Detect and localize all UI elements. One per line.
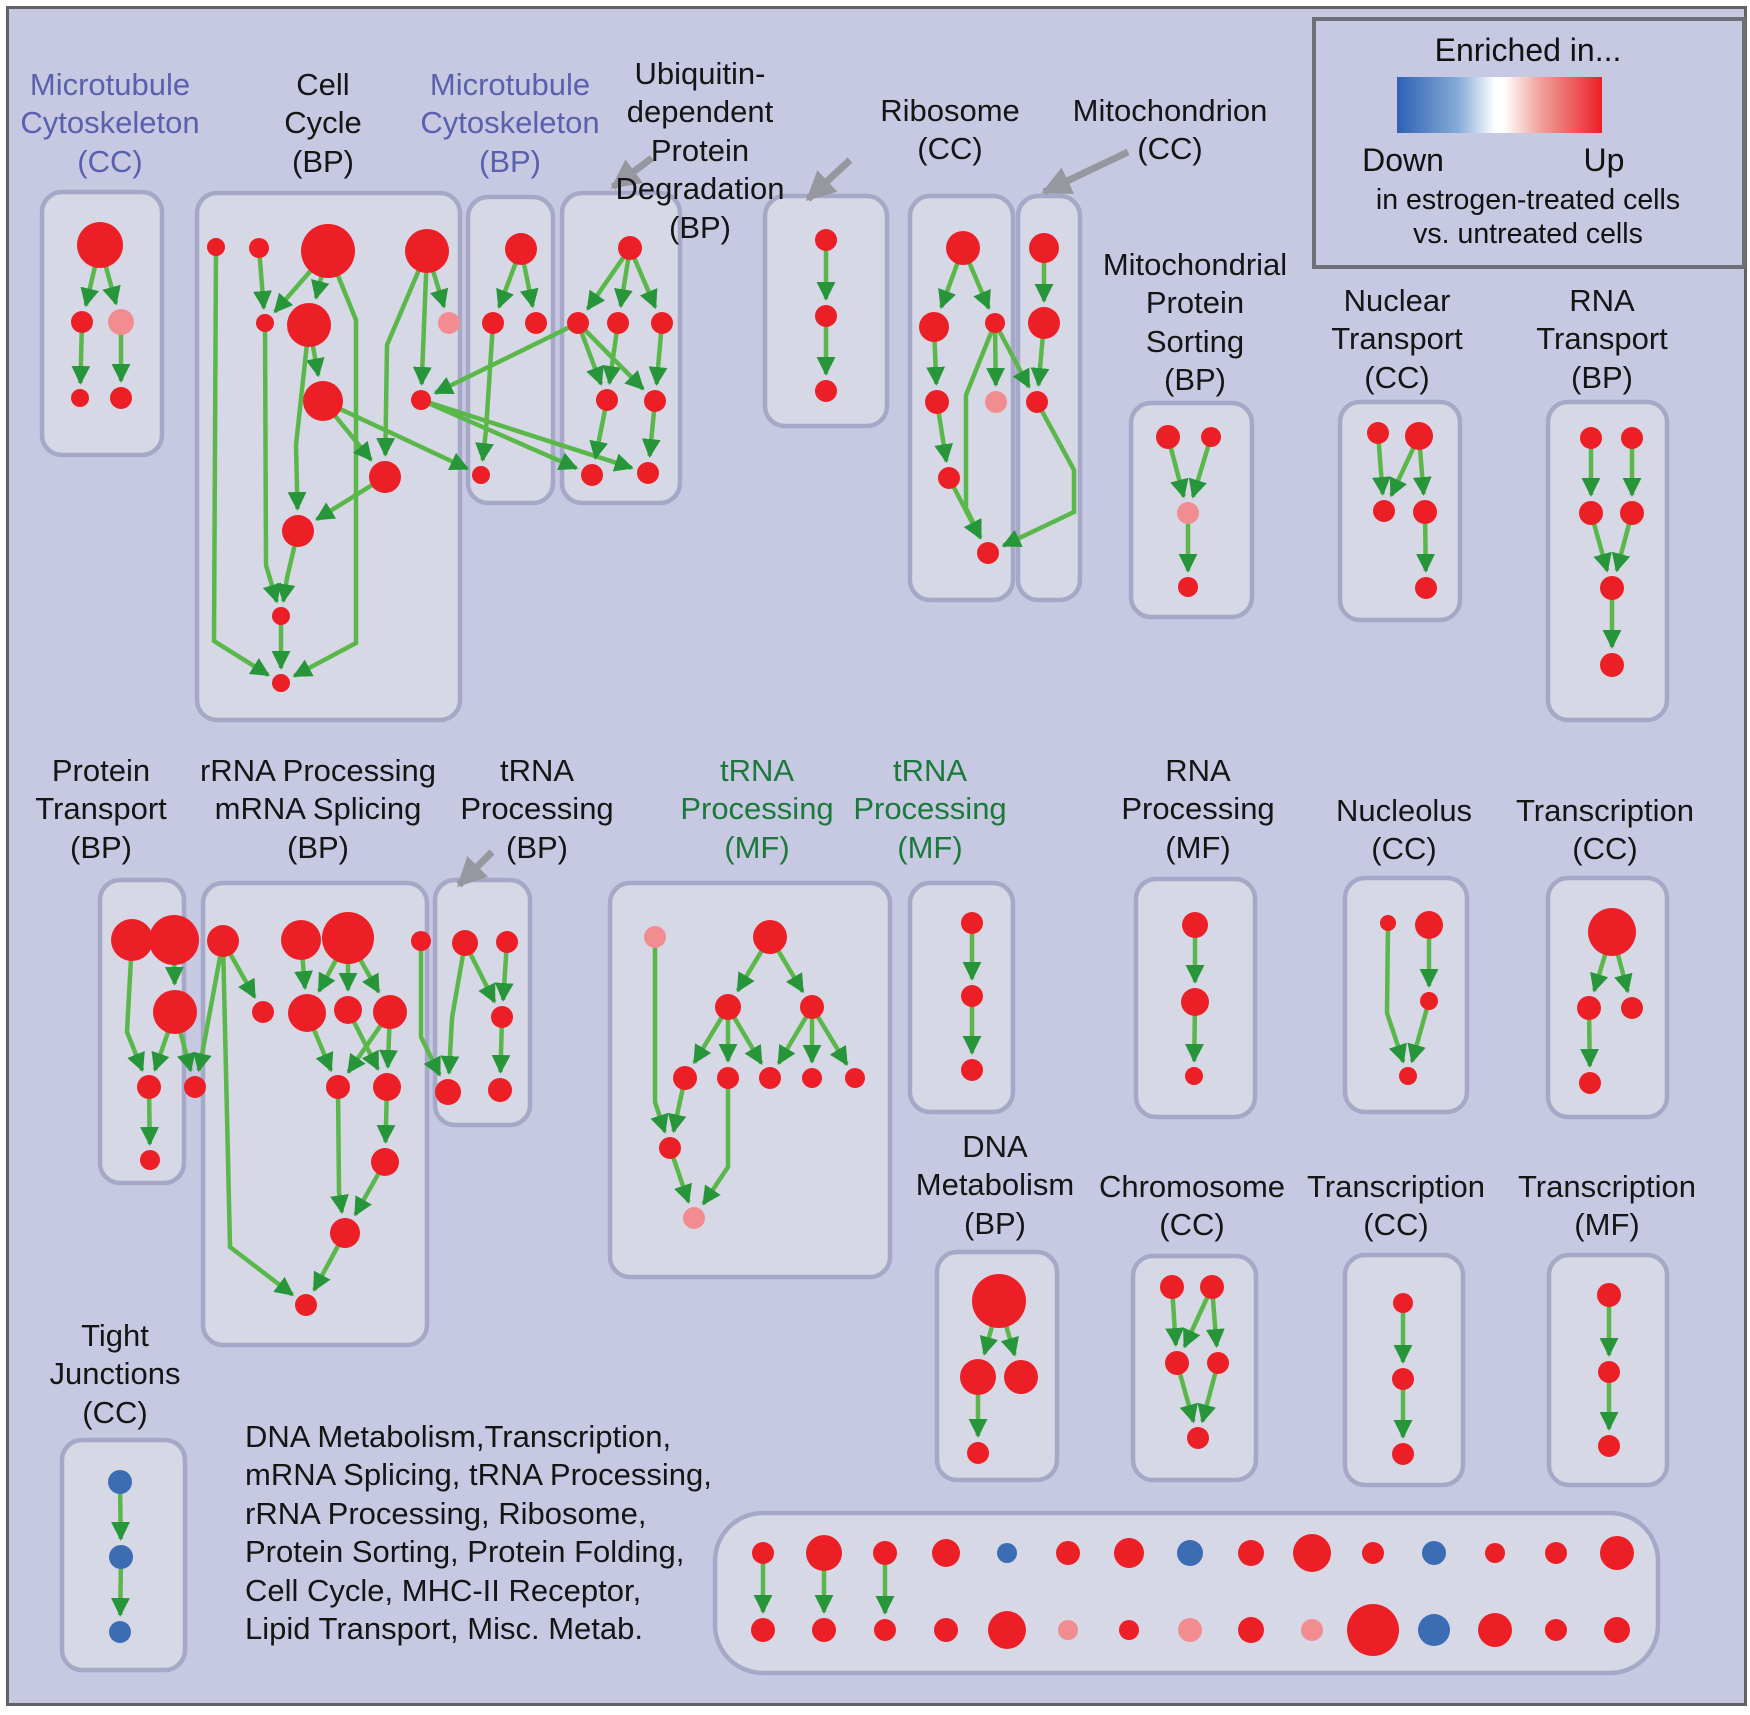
- ubq-node-0: [618, 236, 642, 260]
- rt-node-2: [1579, 501, 1603, 525]
- mcc-node-3: [71, 389, 89, 407]
- cc-node-5: [287, 303, 331, 347]
- dm-node-0: [972, 1274, 1026, 1328]
- bm-node-5: [1056, 1541, 1080, 1565]
- tc3-node-2: [1392, 1443, 1414, 1465]
- tm1-node-6: [759, 1067, 781, 1089]
- tm1-node-0: [644, 926, 666, 948]
- tbp-node-4: [488, 1078, 512, 1102]
- ubiquitin-label: Ubiquitin- dependent Protein Degradation (BP): [615, 56, 785, 245]
- mbp-node-2: [525, 312, 547, 334]
- rrn-node-12: [295, 1294, 317, 1316]
- tm2-node-1: [961, 985, 983, 1007]
- rib-node-6: [977, 542, 999, 564]
- ubq-node-5: [644, 390, 666, 412]
- mps-node-3: [1178, 577, 1198, 597]
- rt-node-0: [1580, 427, 1602, 449]
- rrn-node-7: [373, 995, 407, 1029]
- tc2-node-3: [1579, 1072, 1601, 1094]
- dm-node-3: [967, 1442, 989, 1464]
- tm1-node-9: [659, 1137, 681, 1159]
- rrn-node-3: [411, 931, 431, 951]
- cluster-box-nt: [1340, 402, 1460, 620]
- chr-node-4: [1187, 1427, 1209, 1449]
- nt-node-3: [1413, 500, 1437, 524]
- cc-node-0: [207, 238, 225, 256]
- trna-processing-bp-label: tRNA Processing (BP): [460, 753, 614, 865]
- rt-node-5: [1600, 653, 1624, 677]
- rrn-node-9: [373, 1073, 401, 1101]
- cc-node-7: [303, 381, 343, 421]
- bm-node-18: [934, 1618, 958, 1642]
- cc-node-4: [256, 314, 274, 332]
- label-pointer-arrow-2: [808, 160, 850, 199]
- trna-processing-mf2-label: tRNA Processing (MF): [853, 753, 1007, 865]
- rt-node-3: [1620, 501, 1644, 525]
- bm-node-20: [1058, 1620, 1078, 1640]
- ub2-node-0: [815, 229, 837, 251]
- legend-gradient-bar: [1397, 77, 1602, 133]
- pt-node-5: [140, 1150, 160, 1170]
- bm-node-7: [1177, 1540, 1203, 1566]
- bm-node-25: [1347, 1604, 1399, 1656]
- rpm-node-2: [1185, 1067, 1203, 1085]
- nt-node-2: [1373, 500, 1395, 522]
- tj-node-1: [109, 1545, 133, 1569]
- tmf-node-2: [1598, 1435, 1620, 1457]
- tj-node-2: [109, 1621, 131, 1643]
- mit-node-1: [1028, 307, 1060, 339]
- mcc-node-1: [71, 311, 93, 333]
- ubq-node-3: [651, 312, 673, 334]
- ncl-node-1: [1415, 911, 1443, 939]
- bm-node-16: [812, 1618, 836, 1642]
- mitochondrion-label: Mitochondrion (CC): [1072, 93, 1268, 167]
- cluster-box-ubq: [562, 193, 680, 503]
- rib-node-1: [919, 312, 949, 342]
- rna-processing-mf-label: RNA Processing (MF): [1121, 753, 1275, 865]
- ubq-node-4: [596, 389, 618, 411]
- bm-node-14: [1600, 1536, 1634, 1570]
- ncl-node-0: [1380, 915, 1396, 931]
- mit-node-0: [1029, 233, 1059, 263]
- rrn-node-10: [371, 1148, 399, 1176]
- bm-node-27: [1478, 1613, 1512, 1647]
- mps-node-0: [1156, 425, 1180, 449]
- ncl-node-2: [1420, 992, 1438, 1010]
- legend-box: [1312, 17, 1746, 269]
- microtubule-cc-label: Microtubule Cytoskeleton (CC): [20, 67, 200, 179]
- tc3-node-1: [1392, 1368, 1414, 1390]
- tc3-node-0: [1393, 1293, 1413, 1313]
- tm1-node-8: [845, 1068, 865, 1088]
- cc-node-1: [249, 238, 269, 258]
- tight-junctions-label: Tight Junctions (CC): [49, 1318, 181, 1430]
- nucleolus-label: Nucleolus (CC): [1335, 793, 1473, 867]
- bm-node-11: [1422, 1541, 1446, 1565]
- cluster-box-bm: [715, 1513, 1658, 1673]
- tbp-node-1: [496, 931, 518, 953]
- tm1-node-1: [753, 920, 787, 954]
- dm-node-2: [1004, 1360, 1038, 1394]
- ribosome-label: Ribosome (CC): [880, 93, 1020, 167]
- chr-node-0: [1160, 1275, 1184, 1299]
- tm2-node-0: [961, 912, 983, 934]
- misc-clusters-text: DNA Metabolism,Transcription, mRNA Splicing, tRNA Processing, rRNA Processing, Ribosome, Protein Sorting, Protein Folding, Cell Cycle, MHC-II Receptor, Lipid Transport, Misc. Metab.: [245, 1419, 712, 1647]
- bm-node-9: [1293, 1534, 1331, 1572]
- mbp-node-0: [505, 233, 537, 265]
- tmf-node-1: [1598, 1361, 1620, 1383]
- rrn-node-4: [252, 1001, 274, 1023]
- mito-protein-sorting-label: Mitochondrial Protein Sorting (BP): [1102, 247, 1288, 398]
- transcription-cc2-label: Transcription (CC): [1515, 793, 1695, 867]
- ub2-node-2: [815, 380, 837, 402]
- rrn-node-1: [281, 920, 321, 960]
- cc-node-9: [369, 461, 401, 493]
- tm2-node-2: [961, 1059, 983, 1081]
- bm-node-23: [1238, 1617, 1264, 1643]
- bm-node-22: [1178, 1618, 1202, 1642]
- bm-node-24: [1301, 1619, 1323, 1641]
- bm-node-26: [1418, 1614, 1450, 1646]
- mbp-node-3: [472, 466, 490, 484]
- nt-node-1: [1405, 422, 1433, 450]
- bm-node-1: [806, 1535, 842, 1571]
- rt-node-4: [1600, 576, 1624, 600]
- dna-metabolism-label: DNA Metabolism (BP): [915, 1129, 1075, 1241]
- legend-up-label: Up: [1583, 142, 1625, 178]
- ubq-node-1: [567, 312, 589, 334]
- cc-node-10: [282, 515, 314, 547]
- rpm-node-1: [1181, 988, 1209, 1016]
- tmf-node-0: [1597, 1283, 1621, 1307]
- tm1-node-3: [800, 995, 824, 1019]
- label-pointer-arrow-1: [613, 158, 652, 187]
- rrn-node-6: [334, 996, 362, 1024]
- bm-node-29: [1604, 1617, 1630, 1643]
- pt-node-0: [111, 919, 153, 961]
- bm-node-12: [1485, 1543, 1505, 1563]
- tm1-node-4: [673, 1066, 697, 1090]
- mps-node-2: [1177, 502, 1199, 524]
- legend-title: Enriched in...: [1434, 32, 1622, 68]
- bm-node-6: [1114, 1538, 1144, 1568]
- bm-node-21: [1119, 1620, 1139, 1640]
- bm-node-19: [988, 1611, 1026, 1649]
- ncl-node-3: [1399, 1067, 1417, 1085]
- dm-node-1: [960, 1359, 996, 1395]
- chr-node-1: [1200, 1275, 1224, 1299]
- rrn-node-11: [330, 1218, 360, 1248]
- nt-node-4: [1415, 577, 1437, 599]
- ubq-node-7: [637, 462, 659, 484]
- mcc-node-0: [77, 222, 123, 268]
- rib-node-5: [938, 467, 960, 489]
- tc2-node-0: [1588, 908, 1636, 956]
- rt-node-1: [1621, 427, 1643, 449]
- tm1-node-7: [802, 1068, 822, 1088]
- tbp-node-2: [491, 1006, 513, 1028]
- ub2-node-1: [815, 305, 837, 327]
- bm-node-0: [752, 1542, 774, 1564]
- chr-node-3: [1207, 1352, 1229, 1374]
- bm-node-8: [1238, 1540, 1264, 1566]
- mps-node-1: [1201, 427, 1221, 447]
- tc2-node-1: [1577, 996, 1601, 1020]
- tm1-node-10: [683, 1207, 705, 1229]
- ubq-node-6: [581, 464, 603, 486]
- rib-node-4: [925, 390, 949, 414]
- microtubule-bp-label: Microtubule Cytoskeleton (BP): [420, 67, 600, 179]
- legend-down-label: Down: [1362, 142, 1444, 178]
- legend-subtitle-line1: in estrogen-treated cells: [1375, 184, 1681, 216]
- rrn-node-0: [207, 925, 239, 957]
- pt-node-3: [137, 1075, 161, 1099]
- chr-node-2: [1165, 1351, 1189, 1375]
- tbp-node-3: [435, 1079, 461, 1105]
- rib-node-3: [985, 391, 1007, 413]
- bm-node-15: [751, 1618, 775, 1642]
- trna-processing-mf1-label: tRNA Processing (MF): [680, 753, 834, 865]
- bm-node-10: [1362, 1542, 1384, 1564]
- transcription-mf-label: Transcription (MF): [1517, 1169, 1697, 1243]
- pt-node-1: [149, 915, 199, 965]
- tm1-node-5: [717, 1067, 739, 1089]
- label-pointer-arrow-3: [1044, 152, 1128, 192]
- pt-node-4: [184, 1076, 206, 1098]
- chromosome-label: Chromosome (CC): [1098, 1169, 1286, 1243]
- tbp-node-0: [452, 930, 478, 956]
- cc-node-8: [411, 390, 431, 410]
- cc-node-12: [272, 674, 290, 692]
- ubq-node-2: [607, 312, 629, 334]
- nt-node-0: [1367, 422, 1389, 444]
- rna-transport-label: RNA Transport (BP): [1536, 283, 1668, 395]
- bm-node-17: [874, 1619, 896, 1641]
- nuclear-transport-label: Nuclear Transport (CC): [1331, 283, 1463, 395]
- cell-cycle-label: Cell Cycle (BP): [284, 67, 362, 179]
- cc-node-11: [272, 607, 290, 625]
- tm1-node-2: [715, 994, 741, 1020]
- rrn-node-5: [288, 994, 326, 1032]
- tj-node-0: [108, 1470, 132, 1494]
- pt-node-2: [153, 990, 197, 1034]
- rrn-node-2: [322, 912, 374, 964]
- cc-node-6: [438, 312, 460, 334]
- legend-subtitle-line2: vs. untreated cells: [1413, 218, 1643, 250]
- rrn-node-8: [326, 1075, 350, 1099]
- protein-transport-label: Protein Transport (BP): [35, 753, 167, 865]
- cc-node-2: [301, 224, 355, 278]
- tc2-node-2: [1621, 997, 1643, 1019]
- rib-node-0: [946, 231, 980, 265]
- mcc-node-2: [108, 309, 134, 335]
- mcc-node-4: [110, 387, 132, 409]
- rrna-processing-label: rRNA Processing mRNA Splicing (BP): [199, 753, 437, 865]
- bm-node-13: [1545, 1542, 1567, 1564]
- cc-node-3: [405, 229, 449, 273]
- bm-node-28: [1545, 1619, 1567, 1641]
- rib-node-2: [985, 313, 1005, 333]
- transcription-cc3-label: Transcription (CC): [1306, 1169, 1486, 1243]
- mit-node-2: [1026, 391, 1048, 413]
- bm-node-4: [997, 1543, 1017, 1563]
- bm-node-2: [873, 1541, 897, 1565]
- bm-node-3: [932, 1539, 960, 1567]
- rpm-node-0: [1182, 912, 1208, 938]
- mbp-node-1: [482, 312, 504, 334]
